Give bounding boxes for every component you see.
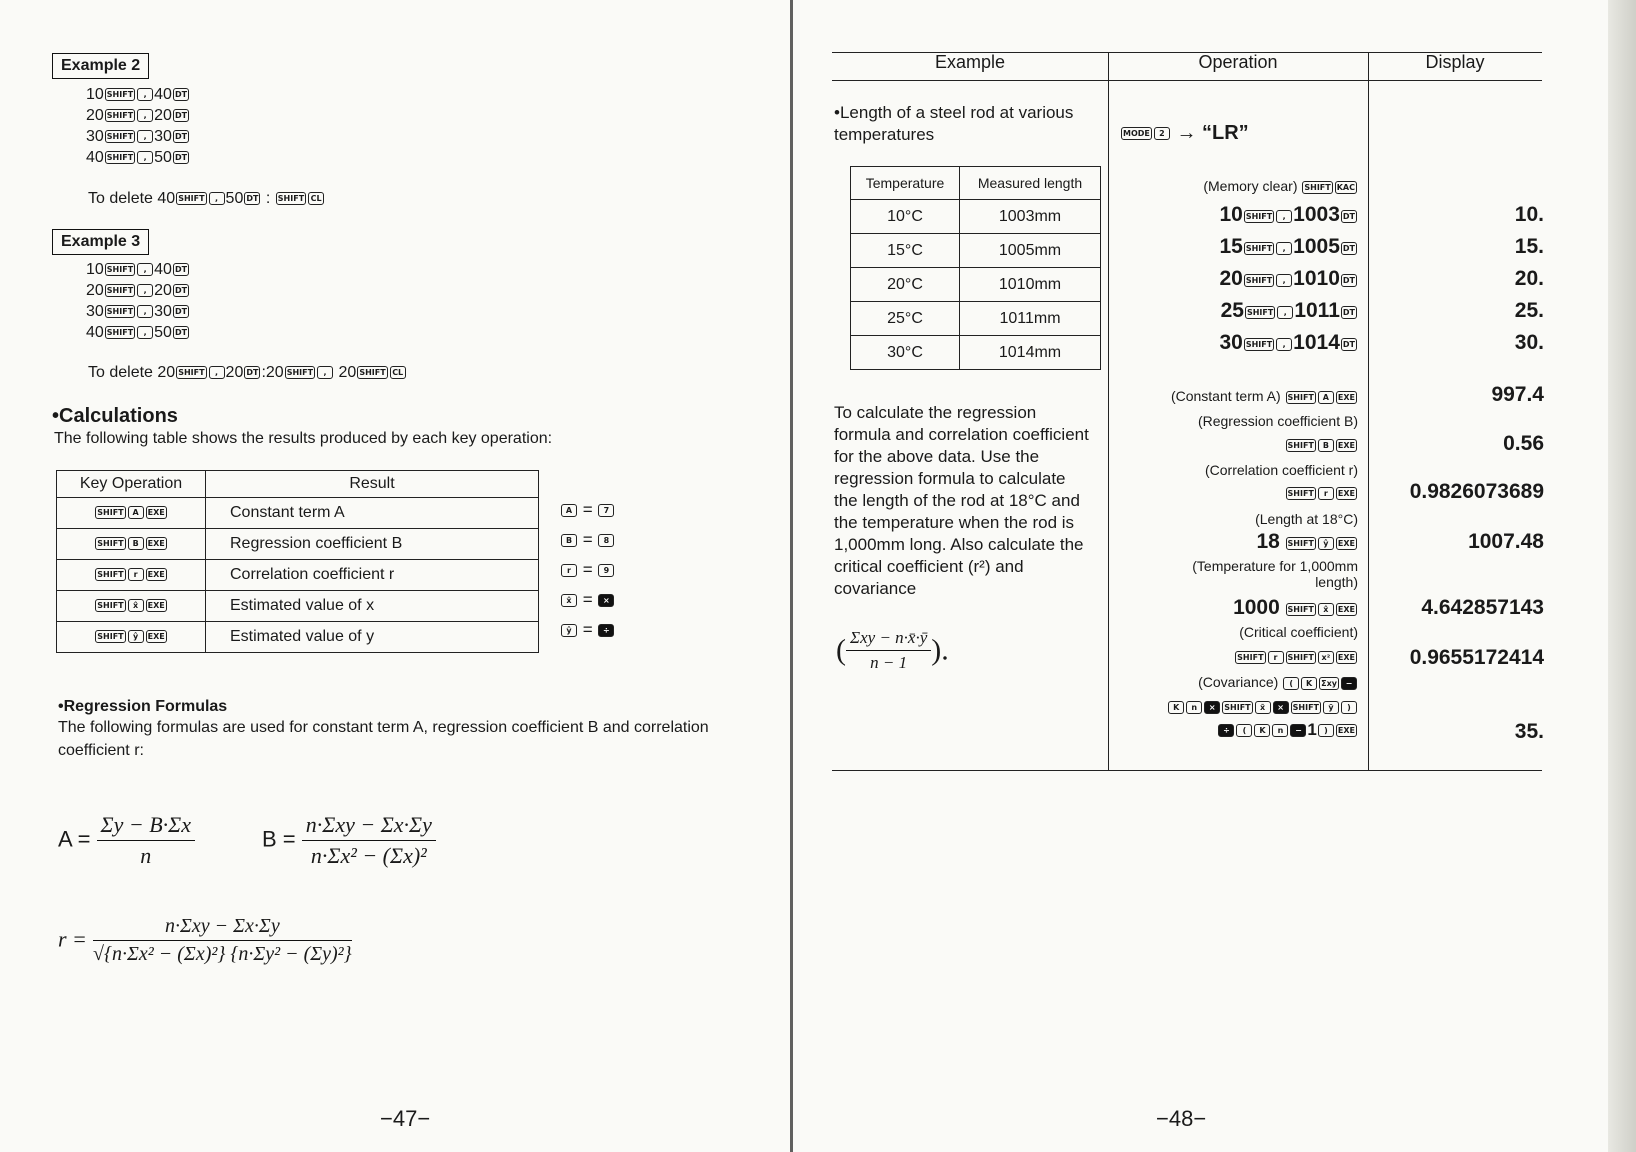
formula-a: A = $\frac{\Sigma y - B\cdot\Sigma x}{n}$ xyxy=(58,812,195,869)
length-display: 1007.48 xyxy=(1468,530,1544,553)
length-label: (Length at 18°C) xyxy=(1255,511,1358,527)
calculator-key-icon: DT xyxy=(1342,212,1355,222)
regression-heading: •Regression Formulas xyxy=(58,698,228,715)
correlation-display: 0.9826073689 xyxy=(1409,480,1544,503)
calculator-key-icon: SHIFT xyxy=(106,111,134,121)
result-cell: Constant term A xyxy=(206,498,539,529)
header-example: Example xyxy=(934,52,1006,72)
regression-text: The following formulas are used for constant term A, regression coefficient B and correlation coefficient r: xyxy=(58,719,709,759)
key-op-cell xyxy=(57,622,206,653)
calculator-key-icon: SHIFT xyxy=(97,539,124,549)
header-display: Display xyxy=(1425,52,1485,72)
calculator-key-icon: DT xyxy=(1342,244,1355,254)
data-entry-op: 10 SHIFT , 1003 DT xyxy=(1219,203,1355,226)
page-number-right: −48− xyxy=(1156,1106,1207,1131)
example-3-delete: To delete 20 SHIFT , 20 DT :20 SHIFT , 20 SHIFT CL xyxy=(88,362,407,383)
table-row xyxy=(851,200,1101,234)
data-entry-op: 30 SHIFT , 1014 DT xyxy=(1219,331,1355,354)
length-op: 18 SHIFT ŷ EXE xyxy=(1256,530,1355,553)
keystroke-line: 30 SHIFT , 30 DT xyxy=(86,128,188,145)
correlation-label: (Correlation coefficient r) xyxy=(1204,462,1358,478)
table-row xyxy=(851,234,1101,268)
calculator-key-icon: x̂ xyxy=(128,599,144,612)
length-cell: 1014mm xyxy=(960,336,1101,370)
temperature-op: 1000 SHIFT x̂ EXE xyxy=(1233,596,1355,619)
calculator-key-icon: , xyxy=(1276,210,1292,223)
example-2-label: Example 2 xyxy=(52,53,149,79)
result-cell: Estimated value of x xyxy=(206,591,539,622)
table-row xyxy=(851,268,1101,302)
covariance-op-2: K n × SHIFT x̄ × SHIFT ȳ ) xyxy=(1167,698,1358,714)
result-cell: Regression coefficient B xyxy=(206,529,539,560)
key-operation-table xyxy=(56,470,539,653)
calculator-key-icon: , xyxy=(137,88,153,101)
constant-term-display: 997.4 xyxy=(1491,383,1544,406)
col-result: Result xyxy=(206,471,539,498)
page-edge xyxy=(1608,0,1636,1152)
formula-b: B = $\frac{\text{n·Σxy − Σx·Σy}}{\text{n·Σx² − (Σx)²}}$ xyxy=(262,812,436,869)
calculator-key-icon: SHIFT xyxy=(106,90,134,100)
col-divider-2 xyxy=(1368,52,1369,770)
calculator-key-icon: DT xyxy=(174,132,188,142)
col-measured-length: Measured length xyxy=(960,167,1101,200)
calculator-key-icon: EXE xyxy=(147,570,165,580)
length-cell: 1003mm xyxy=(960,200,1101,234)
example-3-keystrokes xyxy=(86,259,190,343)
calculator-key-icon: DT xyxy=(1342,308,1355,318)
length-cell: 1005mm xyxy=(960,234,1101,268)
calculator-key-icon: , xyxy=(137,263,153,276)
critical-label: (Critical coefficient) xyxy=(1239,624,1358,640)
calculator-key-icon: SHIFT xyxy=(97,601,124,611)
calculator-key-icon: B xyxy=(128,537,144,550)
col-key-operation: Key Operation xyxy=(57,471,206,498)
calculator-key-icon: EXE xyxy=(147,601,165,611)
calculator-key-icon: SHIFT xyxy=(97,570,124,580)
data-entry-display: 25. xyxy=(1514,299,1544,322)
key-equivalence: A = 7 xyxy=(560,500,615,530)
calculator-key-icon: , xyxy=(1276,338,1292,351)
calculator-key-icon: DT xyxy=(174,153,188,163)
calculator-key-icon: , xyxy=(137,326,153,339)
keystroke-line: 10 SHIFT , 40 DT xyxy=(86,86,188,103)
calculator-key-icon: DT xyxy=(1342,276,1355,286)
result-cell: Correlation coefficient r xyxy=(206,560,539,591)
temperature-label: (Temperature for 1,000mm length) xyxy=(1192,558,1358,590)
calculator-key-icon: SHIFT xyxy=(1245,340,1273,350)
calculator-key-icon: SHIFT xyxy=(1245,244,1273,254)
temperature-cell: 25°C xyxy=(851,302,960,336)
key-op-cell xyxy=(57,529,206,560)
keystroke-line: 10 SHIFT , 40 DT xyxy=(86,261,188,278)
table-row xyxy=(57,560,539,591)
calculator-key-icon: , xyxy=(137,305,153,318)
calculator-key-icon: , xyxy=(137,151,153,164)
calculator-key-icon: DT xyxy=(174,328,188,338)
calculator-key-icon: SHIFT xyxy=(106,132,134,142)
calculator-key-icon: SHIFT xyxy=(106,328,134,338)
table-row xyxy=(851,302,1101,336)
calculations-heading: •Calculations xyxy=(52,405,178,427)
table-row xyxy=(57,498,539,529)
calculator-key-icon: DT xyxy=(174,90,188,100)
temperature-cell: 30°C xyxy=(851,336,960,370)
calculator-key-icon: SHIFT xyxy=(1245,276,1273,286)
key-equivalence: ŷ = ÷ xyxy=(560,620,615,650)
calculator-key-icon: A xyxy=(128,506,144,519)
calculator-key-icon: SHIFT xyxy=(1246,308,1274,318)
calculator-key-icon: EXE xyxy=(147,539,165,549)
table-row xyxy=(57,591,539,622)
correlation-op: SHIFT r EXE xyxy=(1287,488,1355,498)
result-cell: Estimated value of y xyxy=(206,622,539,653)
keystroke-line: 40 SHIFT , 50 DT xyxy=(86,149,188,166)
calculator-key-icon: , xyxy=(137,109,153,122)
calculator-key-icon: , xyxy=(1276,274,1292,287)
key-equivalents xyxy=(560,500,615,650)
key-equivalence: x̂ = × xyxy=(560,590,615,620)
calculator-key-icon: SHIFT xyxy=(106,265,134,275)
calculator-key-icon: SHIFT xyxy=(97,632,124,642)
key-equivalence: r = 9 xyxy=(560,560,615,590)
covariance-formula: ( $\frac{\text{Σxy − n·x̄·ȳ}}{n - 1}$ ). xyxy=(836,628,949,672)
data-entry-op: 25 SHIFT , 1011 DT xyxy=(1220,299,1355,322)
calculator-key-icon: SHIFT xyxy=(106,286,134,296)
calculator-key-icon: DT xyxy=(174,111,188,121)
calculator-key-icon: r xyxy=(128,568,144,581)
regression-label: (Regression coefficient B) xyxy=(1197,413,1358,429)
keystroke-line: 40 SHIFT , 50 DT xyxy=(86,324,188,341)
temperature-display: 4.642857143 xyxy=(1421,596,1544,619)
constant-term-op: (Constant term A) SHIFT A EXE xyxy=(1170,388,1355,404)
example-title: •Length of a steel rod at various temperatures xyxy=(834,103,1074,144)
example-2-delete: To delete 40 SHIFT , 50 DT : SHIFT CL xyxy=(88,188,325,209)
col-temperature: Temperature xyxy=(851,167,960,200)
data-entry-display: 30. xyxy=(1514,331,1544,354)
calculator-key-icon: , xyxy=(137,284,153,297)
calculator-key-icon: SHIFT xyxy=(1245,212,1273,222)
key-op-cell xyxy=(57,498,206,529)
calculator-key-icon: DT xyxy=(174,286,188,296)
length-cell: 1011mm xyxy=(960,302,1101,336)
table-row xyxy=(851,336,1101,370)
covariance-display: 35. xyxy=(1514,720,1544,743)
mode-operation: MODE 2 → “LR” xyxy=(1123,122,1249,144)
calculator-key-icon: SHIFT xyxy=(106,153,134,163)
data-entry-op: 20 SHIFT , 1010 DT xyxy=(1219,267,1355,290)
col-divider-1 xyxy=(1108,52,1109,770)
table-row xyxy=(57,529,539,560)
calculations-intro: The following table shows the results produced by each key operation: xyxy=(54,430,553,447)
example-2-keystrokes xyxy=(86,84,190,168)
critical-display: 0.9655172414 xyxy=(1409,646,1544,669)
formula-r: r = $\frac{\text{n·Σxy − Σx·Σy}}{\text{√\{n·Σx² − (Σx)²\} \{n·Σy² − (Σy)²\}}}$ xyxy=(58,915,352,965)
header-operation: Operation xyxy=(1198,52,1278,72)
regression-op: SHIFT B EXE xyxy=(1287,440,1355,450)
data-entry-op: 15 SHIFT , 1005 DT xyxy=(1219,235,1355,258)
temperature-cell: 10°C xyxy=(851,200,960,234)
calculator-key-icon: SHIFT xyxy=(97,508,124,518)
calculator-key-icon: SHIFT xyxy=(106,307,134,317)
table-rule-bottom xyxy=(832,770,1542,771)
key-op-cell xyxy=(57,591,206,622)
calculator-key-icon: EXE xyxy=(147,508,165,518)
temperature-table xyxy=(850,166,1101,370)
regression-display: 0.56 xyxy=(1503,432,1544,455)
book-spine xyxy=(790,0,793,1152)
data-entry-display: 10. xyxy=(1514,203,1544,226)
covariance-op-3: ÷ ( K n − 1 ) EXE xyxy=(1217,720,1358,740)
calculator-key-icon: , xyxy=(1277,306,1293,319)
calculator-key-icon: DT xyxy=(174,307,188,317)
calculator-key-icon: EXE xyxy=(147,632,165,642)
calculator-key-icon: ŷ xyxy=(128,630,144,643)
temperature-cell: 15°C xyxy=(851,234,960,268)
example-3-label: Example 3 xyxy=(52,229,149,255)
data-entry-display: 15. xyxy=(1514,235,1544,258)
keystroke-line: 20 SHIFT , 20 DT xyxy=(86,107,188,124)
calculator-key-icon: , xyxy=(1276,242,1292,255)
length-cell: 1010mm xyxy=(960,268,1101,302)
key-equivalence: B = 8 xyxy=(560,530,615,560)
critical-op: SHIFT r SHIFT x² EXE xyxy=(1237,652,1355,662)
keystroke-line: 20 SHIFT , 20 DT xyxy=(86,282,188,299)
page-number-left: −47− xyxy=(380,1106,431,1131)
calculator-key-icon: , xyxy=(137,130,153,143)
table-row xyxy=(57,622,539,653)
covariance-op-1: (Covariance) ( K Σxy − xyxy=(1198,674,1358,690)
memory-clear-op: (Memory clear) SHIFT KAC xyxy=(1203,178,1355,194)
temperature-cell: 20°C xyxy=(851,268,960,302)
calculator-key-icon: DT xyxy=(174,265,188,275)
header-rule-bottom xyxy=(832,80,1542,81)
key-op-cell xyxy=(57,560,206,591)
description: To calculate the regression formula and correlation coefficient for the above data. Use the regression formula to calculate the length of the rod at 18°C and the temperature when the rod is 1,000mm long. Also calculate the critical coefficient (r²) and covariance xyxy=(834,403,1089,598)
keystroke-line: 30 SHIFT , 30 DT xyxy=(86,303,188,320)
calculator-key-icon: DT xyxy=(1342,340,1355,350)
data-entry-display: 20. xyxy=(1514,267,1544,290)
